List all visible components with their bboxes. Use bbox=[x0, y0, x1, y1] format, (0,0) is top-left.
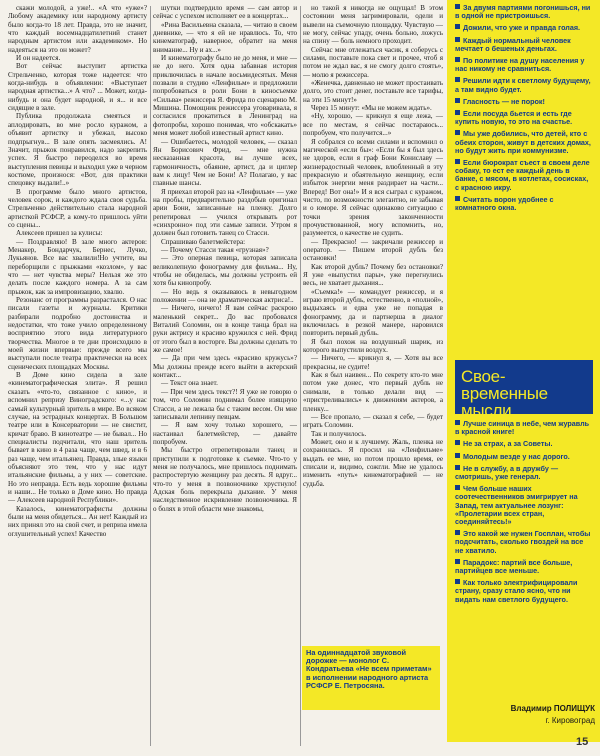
aphorism-item bbox=[455, 465, 593, 481]
section-heading-line: Свое- bbox=[461, 367, 506, 386]
text-column-1 bbox=[8, 4, 147, 746]
bullet-square-icon bbox=[455, 196, 460, 201]
article-paragraph: — Поздравляю! В зале много актеров: Менакер, Бондарчук, Бернес, Лучко, Лукьянов. Все вас хвалили!Но учтите, вы переборщили с прыжками «козлом», у вас что — нет чувства меры? Нельзя же это делать после каждого номера. А за сам прыжок, как за импровизацию, хвалю. bbox=[8, 237, 147, 296]
aphorism-item bbox=[455, 420, 593, 436]
aphorism-text: Парадокс: партий все больше, партийцев все меньше. bbox=[455, 557, 573, 576]
article-paragraph: И кинематографу было не до меня, и мне — не до него. Хотя одна забавная история приключилась в начале восьмидесятых. Меня позвали в студию «Ленфильм» и предложили попробоваться в роли Бони в киносъемке «Сильва» режиссера Я. Фрида по сценарию М. Мишина. Помощник режиссера уговаривала, я согласился прокатиться в Ленинград на фотопробы, хорошо понимая, что «обскакать» меня может любой известный артист кино. bbox=[153, 54, 297, 138]
bullet-square-icon bbox=[455, 57, 460, 62]
article-paragraph: Так и получилось. bbox=[311, 429, 367, 438]
article-paragraph: — Но ведь я оказываюсь в невыгодном положении — она не драматическая актриса!.. bbox=[153, 287, 297, 305]
aphorism-text: Не за страх, а за Советы. bbox=[463, 439, 553, 449]
article-paragraph: «Ну, хорошо, — крикнул я еще лежа, — все по местам, я сейчас постараюсь... попробуем, что получится...» bbox=[303, 112, 443, 138]
article-paragraph: Сейчас мне отлежаться часик, я соберусь с силами, поставьте пока свет и прочее, чтоб я потом не ждал вас, я не смогу долго стоять», — молю я режиссера. bbox=[303, 45, 443, 79]
bullet-square-icon bbox=[455, 24, 460, 29]
aphorism-item bbox=[455, 159, 593, 192]
bullet-square-icon bbox=[455, 485, 460, 490]
article-paragraph: — Да при чем здесь «красиво кружусь»? Мы должны прежде всего выйти в актерский контакт... bbox=[153, 354, 297, 380]
article-paragraph: Резонанс от программы разрастался. О нас писали газеты и журналы. Критики разбирали подробно достоинства и недостатки, что тоже учило определенному восприятию этого вида литературного творчества. Многое в те дни происходило в моей жизни впервые: прежде всего мы выступали после театра практически на всех сценических площадках Москвы. bbox=[8, 296, 147, 371]
aphorism-item bbox=[455, 77, 593, 93]
bullet-square-icon bbox=[455, 420, 460, 425]
article-paragraph: Спрашиваю балетмейстера: bbox=[161, 237, 246, 246]
aphorism-text: Молодым везде у нас дорого. bbox=[463, 451, 570, 461]
article-paragraph: — Ничего, ничего! Я вам сейчас раскрою маленький секрет... До вас пробовался Виталий Соломин, он в конце танца брал на руки актрису и красиво кружился с ней. Фрид от этого был в восторге. Вы должны сделать то же самое! bbox=[153, 304, 297, 355]
aphorism-text: Мы уже добились, что детей, кто с обеих сторон, живут в детских домах, но будут жить при коммунизме. bbox=[455, 129, 591, 155]
bullet-square-icon bbox=[455, 130, 460, 135]
aphorism-item bbox=[455, 530, 593, 555]
article-paragraph: Я был похож на воздушный шарик, из которого выпустили воздух. bbox=[303, 337, 443, 355]
aphorism-item bbox=[455, 453, 593, 461]
article-paragraph: Публика продолжала смеяться и аплодировать, во мне росло куражом, а объявит артистку и убежал, высоко подпрыгнув... В зале опять засмеялись. А! Значит, прыжок понравился, надо закрепить успех. Я быстро переоделся во время выступления певицы и выходил уже в черном костюме, произнося: «Вот, для практики спецовку выдали!..» bbox=[8, 112, 147, 188]
article-paragraph: Я приехал второй раз на «Ленфильм» — уже на пробы, предварительно раздобыв оригинал арии Бони, записанные на пленку. Долго репетировал — учился открывать рот «синхронно» под эти самые записи. Утром я должен был готовить танец со Стасси. bbox=[153, 187, 297, 238]
aphorism-item bbox=[455, 37, 593, 53]
bullet-square-icon bbox=[455, 440, 460, 445]
article-paragraph: — Прекрасно! — закричали режиссер и оператор. — Пишем второй дубль без остановки! bbox=[303, 237, 443, 263]
section-heading bbox=[455, 360, 593, 420]
aphorism-item bbox=[455, 24, 593, 32]
aphorisms-sidebar bbox=[447, 0, 600, 742]
aphorism-item bbox=[455, 98, 593, 106]
aphorism-text: За двумя партиями погонишься, ни в одной не пристроишься. bbox=[455, 3, 591, 21]
article-paragraph: — Я вам хочу только хорошего, — настаивал балетмейстер, — давайте попробуем. bbox=[153, 421, 297, 446]
aphorism-text: Считать ворон удобнее с комнатного окна. bbox=[455, 194, 554, 213]
aphorism-text: По политике на душу населения у нас никому не сравниться. bbox=[455, 56, 585, 74]
article-paragraph: — Это оперная певица, которая записала великолепную фонограмму для фильма... Ну, чтобы не обиделась, мы должны устроить ей хотя бы кинопробу. bbox=[153, 254, 297, 288]
aphorism-text: Дожили, что уже и правда голая. bbox=[463, 23, 581, 33]
bullet-square-icon bbox=[455, 98, 460, 103]
article-paragraph: «Рина Васильевна сказала, — читаю в своем дневнике, — что я ей не нравлюсь. То, что кинематограф, наверное, обратит на меня внимание... Ну и ах...» bbox=[153, 20, 297, 54]
article-paragraph: В Доме кино сидела в зале «кинематографическая элита». Я решил сказать «что-то, связанное с кино», и вспомнил репризу Виноградского: «...у нас самый культурный зритель в мире. Во всяком случае, на эстрадных концертах. В Большом театре или в Консерватории — не свистит, кричат браво. В кинотеатре — не бывал... Но специалисты подчитали, что наш зритель бывает в кино в 4 раза чаще, чем швед, и в 6 раз чаще, чем итальянец. Правда, злые языки объясняют это тем, что у нас идут итальянские фильмы, а у них — советские. Но это неправда. Есть ведь хорошие фильмы и наши... Не только в Доме кино. Но правда — Алексеев народной Республики». bbox=[8, 371, 147, 505]
article-paragraph: Может, оно и к лучшему. Жаль, пленка не сохранилась. Я просил на «Ленфильме» выдать ее мне, но потом прошло время, ее списали и, видимо, сожгли. Мне не удалось изменить «путь» кинематографией — не судьба. bbox=[303, 437, 443, 488]
article-paragraph: скажи молодой, а уже!.. «А что «уже»? Любому академику или народному артисту было когда-то 18 лет. Правда, это не значит, что каждый восемнадцатилетний станет народным артистом или академиком». Но надеяться на это он может? bbox=[8, 4, 147, 54]
aphorism-text: Это какой же нужен Госплан, чтобы подсчитать, сколько гвоздей на все не хватило. bbox=[455, 529, 591, 555]
article-paragraph: «Съемка!» — командует режиссер, и я играю второй дубль, естественно, в «полной», выдыхаясь и едва уже не попадая в фонограмму, да и партнерша в диалог включилась в резкой манере, наровился повторить первый дубль. bbox=[303, 287, 443, 338]
article-paragraph: Казалось, кинематографисты должны были на меня обидеться... Ан нет! Каждый из них принял это на свой счет, и реприза имела оглушительный успех! Качество bbox=[8, 504, 147, 538]
article-paragraph: Вот сейчас выступит артистка Стрельченко, которая тоже надеется: что когда-нибудь в объявлении: «Выступает народная артистка...» А что? ... Может, когда-нибудь и она будет народной, и я... и все сидящие в зале. bbox=[8, 62, 147, 113]
article-paragraph: Мы быстро отрепетировали танец и приступили к подготовке к съемке. Что-то у меня не получалось, мне пришлось поднимать распростертую женщину раз десять. Я вдруг... что-то у меня в позвоночнике хрустнуло! Адская боль перекрыла дыхание. У меня наследственное искривление позвоночника. Я о болях в этой области мне знакомы, bbox=[153, 446, 297, 513]
aphorism-text: Если бюрократ съест в своем деле собаку, то ест ее каждый день в банке, с мясом, в котлетах, сосисках, с красною икру. bbox=[455, 158, 590, 192]
aphorism-text: Решили идти к светлому будущему, а там видно будет. bbox=[455, 76, 591, 94]
aphorism-text: Не в службу, а в дружбу — смотришь, уже генерал. bbox=[455, 463, 559, 482]
article-paragraph: — Текст она знает. bbox=[161, 379, 218, 388]
article-paragraph: шутки подтвердило время — сам автор и сейчас с успехом исполняет ее в концертах... bbox=[153, 4, 297, 21]
bullet-square-icon bbox=[455, 530, 460, 535]
article-paragraph: — Ничего, — крикнул я, — Хотя вы все прекрасны, не судите! bbox=[303, 354, 443, 371]
aphorism-text: Если посуда бьется и есть где купить новую, то это на счастье. bbox=[455, 109, 573, 127]
bullet-square-icon bbox=[455, 4, 460, 9]
article-paragraph: Я собрался со всеми силами и вспомнил о магической «если бы»: «Если бы я был здесь не здоров, если я граф Бони Кониславу — жизнерадостный человек, влюбленный в эту прекрасную и обаятельную женщину, если избыток энергии меня раздирает на части... Вперед! Вот она!» И я вся сыграл с куражом, чисто, по возможности элегантно, не забывая и о юморе. Я сейчас одинаково ситуацию с точки зрения законченности прочувствованной, могу вспомнить, но, разумеется, о качестве не судить. bbox=[303, 137, 443, 238]
aphorism-item bbox=[455, 559, 593, 575]
aphorism-item bbox=[455, 579, 593, 604]
article-paragraph: Через 15 минут: «Мы не можем ждать». bbox=[311, 104, 432, 113]
section-heading-line: мысли bbox=[461, 401, 512, 420]
aphorism-item bbox=[455, 4, 593, 20]
article-paragraph: но такой я никогда не ощущал! В этом состоянии меня загримировали, одели и вывели на съемочную площадку. Чувствую — не могу, сейчас упаду, очень больно, ложусь на спину — боль немного проходит. bbox=[303, 4, 443, 46]
aphorism-item bbox=[455, 57, 593, 73]
aphorism-text: Чем больше наших соотечественников эмигрирует на Запад, тем актуальнее лозунг: «Пролетарии всех стран, соединяйтесь!» bbox=[455, 484, 578, 527]
text-column-3 bbox=[303, 4, 443, 640]
bullet-square-icon bbox=[455, 559, 460, 564]
page-number: 15 bbox=[576, 736, 589, 748]
aphorism-item bbox=[455, 110, 593, 126]
article-paragraph: «Женечка, давненько не может простаивать долго, это стоит денег, поставьте все тарифы, на эти 15 минут!» bbox=[303, 79, 443, 104]
article-paragraph: — При чем здесь текст?! Я уже не говорю о том, что Соломин поднимал более изящную Стасси, а не лежала бы с таким весом. Он мне записывали лепнину певцам. bbox=[153, 387, 297, 421]
aphorism-item bbox=[455, 440, 593, 448]
bullet-square-icon bbox=[455, 110, 460, 115]
article-paragraph: Как я был наивен... По секрету кто-то мне потом уже донес, что первый дубль не снимали, в только делали вид — «пристреливались» к движениям актеров, а пленку... bbox=[303, 371, 443, 413]
aphorism-text: Лучше синица в небе, чем журавль в красной книге! bbox=[455, 419, 590, 437]
bullet-square-icon bbox=[455, 37, 460, 42]
bullet-square-icon bbox=[455, 159, 460, 164]
article-paragraph: — Почему Стасси такая «грузная»? bbox=[161, 245, 269, 254]
column-divider bbox=[300, 6, 301, 746]
article-paragraph: — Все пропало, — сказал я себе, — будет играть Соломин. bbox=[303, 412, 443, 430]
audio-track-note bbox=[302, 646, 440, 710]
column-divider bbox=[150, 6, 151, 746]
section-heading-line: временные bbox=[461, 384, 548, 403]
aphorism-item bbox=[455, 196, 593, 212]
article-paragraph: В программе было много артистов, человек сорок, и каждого ждала своя судьба. Стрельченко действительно стала народной артисткой РСФСР, а кому-то пришлось уйти со сцены... bbox=[8, 187, 147, 229]
article-paragraph: Алексеев пришел за кулисы: bbox=[16, 229, 103, 238]
bullet-square-icon bbox=[455, 77, 460, 82]
bullet-square-icon bbox=[455, 465, 460, 470]
audio-track-text: На одиннадцатой звуковой дорожке — монолог С. Кондратьева «Не всем приметам» в исполнении народного артиста РСФСР Е. Петросяна. bbox=[306, 648, 432, 690]
bullet-square-icon bbox=[455, 579, 460, 584]
article-paragraph: — Ошибаетесь, молодой человек, — сказал Ян Борисович Фрид, — мне нужна несказанная красота, вы лучше всех, гармоничность, обаяние, артист, да и циглер вам к лицу! Чем не Бони! А? Полагаю, у вас главные шансы. bbox=[153, 137, 297, 188]
bullet-square-icon bbox=[455, 453, 460, 458]
aphorism-text: Каждый нормальный человек мечтает о бешеных деньгах. bbox=[455, 35, 571, 53]
aphorism-text: Как только электрифицировали страну, сразу стало ясно, что ни видать нам светлого будущего. bbox=[455, 578, 578, 604]
aphorism-item bbox=[455, 485, 593, 526]
text-column-2 bbox=[153, 4, 297, 746]
author-city: г. Кировоград bbox=[545, 716, 595, 725]
aphorisms-list-top bbox=[455, 4, 593, 216]
aphorism-text: Гласность — не порок! bbox=[463, 96, 545, 106]
author-name: Владимир ПОЛИЩУК bbox=[510, 704, 595, 713]
article-paragraph: И он надеется. bbox=[16, 54, 61, 63]
article-paragraph: Как второй дубль? Почему без остановки? Я уже «выпустил пары», уже перегнулись весь, не хватает дыхания... bbox=[303, 262, 443, 288]
aphorisms-list-bottom bbox=[455, 420, 593, 608]
aphorism-item bbox=[455, 130, 593, 155]
